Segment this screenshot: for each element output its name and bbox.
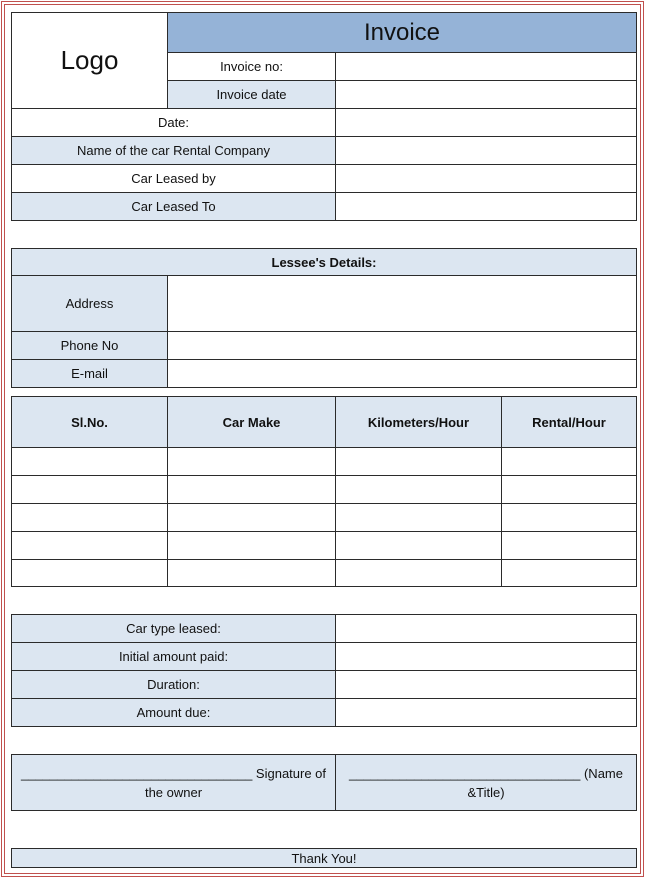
table-cell[interactable] xyxy=(501,531,637,560)
table-cell[interactable] xyxy=(501,503,637,532)
owner-signature[interactable]: ________________________________ Signature of the owner xyxy=(11,754,336,811)
address-label: Address xyxy=(11,275,168,332)
duration-field[interactable] xyxy=(335,670,637,699)
table-cell[interactable] xyxy=(11,447,168,476)
table-cell[interactable] xyxy=(167,475,336,504)
initial-amount-label: Initial amount paid: xyxy=(11,642,336,671)
leased-by-field[interactable] xyxy=(335,164,637,193)
table-cell[interactable] xyxy=(167,559,336,587)
table-cell[interactable] xyxy=(335,503,502,532)
phone-label: Phone No xyxy=(11,331,168,360)
table-cell[interactable] xyxy=(335,559,502,587)
table-cell[interactable] xyxy=(167,531,336,560)
address-field[interactable] xyxy=(167,275,637,332)
date-label: Date: xyxy=(11,108,336,137)
email-label: E-mail xyxy=(11,359,168,388)
table-cell[interactable] xyxy=(335,531,502,560)
table-cell[interactable] xyxy=(167,447,336,476)
invoice-date-label: Invoice date xyxy=(167,80,336,109)
table-cell[interactable] xyxy=(335,447,502,476)
table-cell[interactable] xyxy=(11,531,168,560)
column-header-sl-no: Sl.No. xyxy=(11,396,168,448)
leased-to-field[interactable] xyxy=(335,192,637,221)
company-label: Name of the car Rental Company xyxy=(11,136,336,165)
name-title-signature[interactable]: ________________________________ (Name &Title) xyxy=(335,754,637,811)
invoice-no-field[interactable] xyxy=(335,52,637,81)
logo: Logo xyxy=(11,12,168,109)
table-cell[interactable] xyxy=(501,559,637,587)
car-type-field[interactable] xyxy=(335,614,637,643)
column-header-car-make: Car Make xyxy=(167,396,336,448)
invoice-date-field[interactable] xyxy=(335,80,637,109)
thank-you: Thank You! xyxy=(11,848,637,868)
phone-field[interactable] xyxy=(167,331,637,360)
date-field[interactable] xyxy=(335,108,637,137)
table-cell[interactable] xyxy=(11,475,168,504)
leased-to-label: Car Leased To xyxy=(11,192,336,221)
lessee-heading: Lessee's Details: xyxy=(11,248,637,276)
amount-due-field[interactable] xyxy=(335,698,637,727)
email-field[interactable] xyxy=(167,359,637,388)
column-header-rental: Rental/Hour xyxy=(501,396,637,448)
invoice-title: Invoice xyxy=(167,12,637,53)
company-field[interactable] xyxy=(335,136,637,165)
invoice-no-label: Invoice no: xyxy=(167,52,336,81)
table-cell[interactable] xyxy=(11,559,168,587)
car-type-label: Car type leased: xyxy=(11,614,336,643)
table-cell[interactable] xyxy=(335,475,502,504)
table-cell[interactable] xyxy=(501,475,637,504)
table-cell[interactable] xyxy=(501,447,637,476)
column-header-kilometers: Kilometers/Hour xyxy=(335,396,502,448)
table-cell[interactable] xyxy=(11,503,168,532)
initial-amount-field[interactable] xyxy=(335,642,637,671)
leased-by-label: Car Leased by xyxy=(11,164,336,193)
table-cell[interactable] xyxy=(167,503,336,532)
amount-due-label: Amount due: xyxy=(11,698,336,727)
duration-label: Duration: xyxy=(11,670,336,699)
